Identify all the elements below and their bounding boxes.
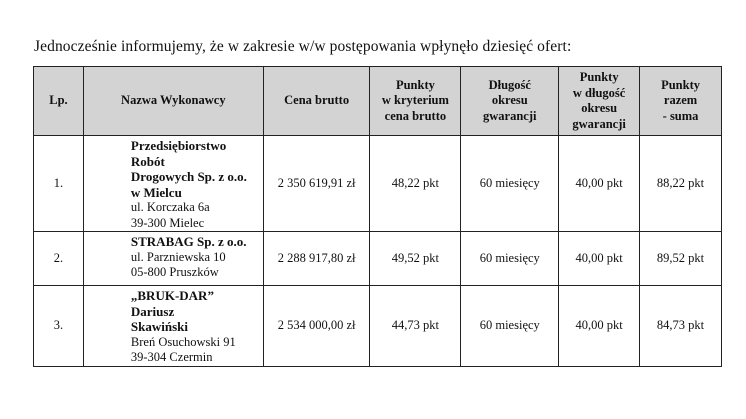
cell-lp: 2. xyxy=(34,232,84,286)
cell-warranty: 60 miesięcy xyxy=(461,232,559,286)
cell-lp: 1. xyxy=(34,136,84,232)
header-vendor-name: Nazwa Wykonawcy xyxy=(83,67,263,136)
cell-total: 84,73 pkt xyxy=(640,286,722,367)
header-line: w kryterium xyxy=(381,93,449,108)
header-line: Punkty xyxy=(579,70,619,84)
cell-price: 2 534 000,00 zł xyxy=(263,286,370,367)
cell-total: 89,52 pkt xyxy=(640,232,722,286)
header-price-points xyxy=(370,67,461,136)
vendor-name-line: Przedsiębiorstwo Robót xyxy=(130,138,227,169)
cell-vendor xyxy=(83,232,263,286)
vendor-name-line: w Mielcu xyxy=(130,184,182,200)
vendor-address-line: ul. Parzniewska 10 xyxy=(130,249,226,264)
cell-warranty-points: 40,00 pkt xyxy=(559,136,640,232)
cell-vendor xyxy=(83,136,263,232)
header-line: gwarancji xyxy=(572,116,626,131)
table-row xyxy=(34,286,722,367)
vendor-address-line: Breń Osuchowski 91 xyxy=(130,334,236,349)
header-line: Punkty razem xyxy=(661,77,700,108)
cell-lp: 3. xyxy=(34,286,84,367)
vendor-address-line: 39-300 Mielec xyxy=(130,215,205,230)
table-row xyxy=(34,136,722,232)
cell-price: 2 350 619,91 zł xyxy=(263,136,370,232)
cell-price-points: 48,22 pkt xyxy=(370,136,461,232)
table-row xyxy=(34,232,722,286)
intro-text: Jednocześnie informujemy, że w zakresie w/w postępowania wpłynęło dziesięć ofert: xyxy=(34,37,572,55)
vendor-address-line: ul. Korczaka 6a xyxy=(130,200,210,214)
header-lp: Lp. xyxy=(34,67,84,136)
vendor-name-line: Drogowych Sp. z o.o. xyxy=(130,169,247,184)
cell-vendor xyxy=(83,286,263,367)
cell-price-points: 49,52 pkt xyxy=(370,232,461,286)
header-total-points xyxy=(640,67,722,136)
vendor-name-line: Skawiński xyxy=(130,319,188,334)
header-warranty-points xyxy=(559,67,640,136)
header-line: w długość xyxy=(572,85,626,100)
cell-warranty: 60 miesięcy xyxy=(461,136,559,232)
header-gross-price: Cena brutto xyxy=(263,67,370,136)
header-warranty xyxy=(461,67,559,136)
cell-price: 2 288 917,80 zł xyxy=(263,232,370,286)
header-line: Długość xyxy=(488,77,531,92)
header-line: cena brutto xyxy=(384,108,447,123)
header-line: okresu xyxy=(491,93,528,108)
header-line: okresu xyxy=(581,101,618,115)
cell-warranty-points: 40,00 pkt xyxy=(559,232,640,286)
table-header-row xyxy=(34,67,722,136)
header-line: Punkty xyxy=(395,77,435,92)
vendor-name-line: „BRUK-DAR” Dariusz xyxy=(130,288,214,319)
vendor-address-line: 39-304 Czermin xyxy=(130,350,213,364)
header-line: - suma xyxy=(662,108,699,123)
cell-price-points: 44,73 pkt xyxy=(370,286,461,367)
vendor-name-line: STRABAG Sp. z o.o. xyxy=(130,234,247,249)
cell-total: 88,22 pkt xyxy=(640,136,722,232)
header-line: gwarancji xyxy=(483,108,537,123)
cell-warranty: 60 miesięcy xyxy=(461,286,559,367)
vendor-address-line: 05-800 Pruszków xyxy=(130,265,219,279)
offers-table xyxy=(33,66,722,367)
cell-warranty-points: 40,00 pkt xyxy=(559,286,640,367)
